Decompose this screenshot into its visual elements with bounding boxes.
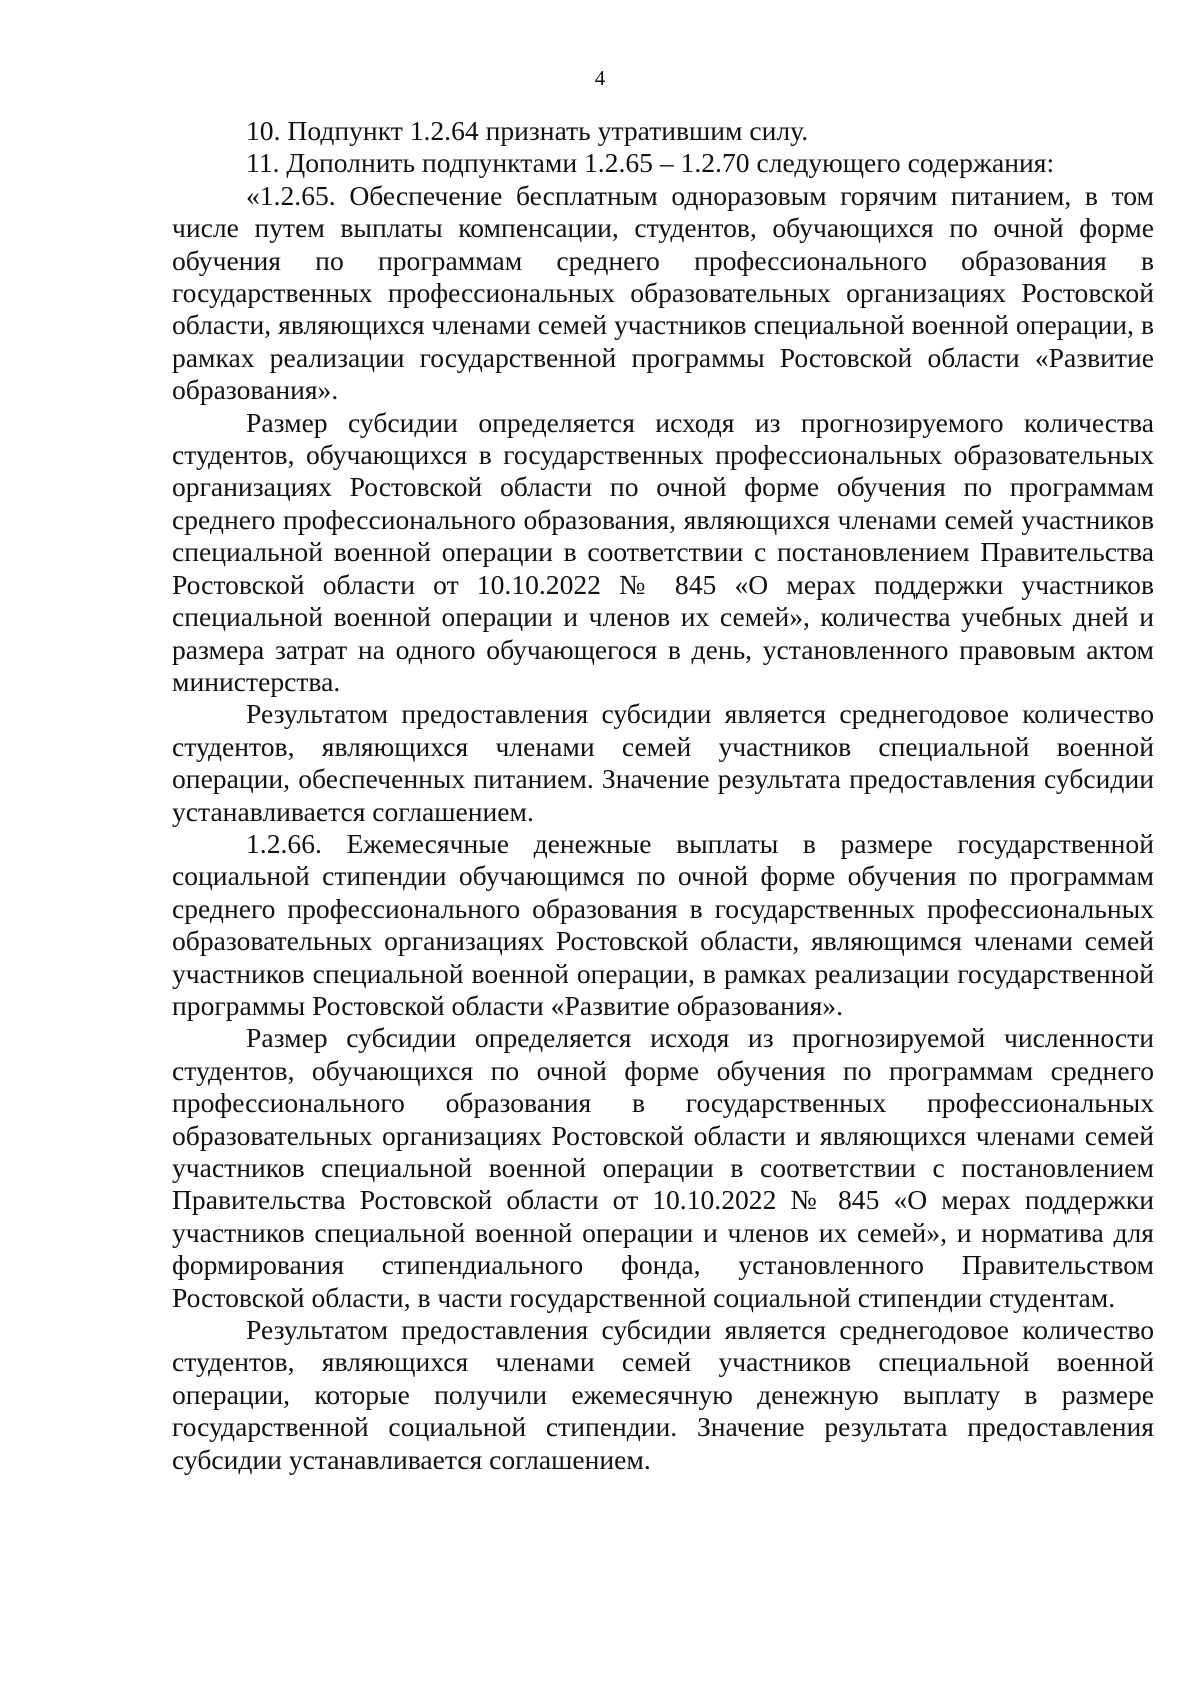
paragraph-subsidy-size-2: Размер субсидии определяется исходя из прогнозируемой численности студентов, обучающихся по очной форме обучения по программам среднего профессионального образования в государственных профессиональных образовательных организациях Ростовской области и являющихся членами семей участников специальной военной операции в соответствии с постановлением Правительства Ростовской области от 10.10.2022 № 845 «О мерах поддержки участников специальной военной операции и членов их семей», и норматива для формирования стипендиального фонда, установленного Правительством Ростовской области, в части государственной социальной стипендии студентам.	[172, 1022, 1154, 1313]
paragraph-subsidy-result-1: Результатом предоставления субсидии является среднегодовое количество студентов, являющихся членами семей участников специальной военной операции, обеспеченных питанием. Значение результата предоставления субсидии устанавливается соглашением.	[172, 698, 1154, 827]
page-number: 4	[594, 66, 606, 90]
paragraph-item-10: 10. Подпункт 1.2.64 признать утратившим силу.	[246, 115, 809, 146]
paragraph-item-11: 11. Дополнить подпунктами 1.2.65 – 1.2.70 следующего содержания:	[246, 147, 1055, 179]
paragraph-subitem-1-2-65: «1.2.65. Обеспечение бесплатным одноразовым горячим питанием, в том числе путем выплаты компенсации, студентов, обучающихся по очной форме обучения по программам среднего профессионального образования в государственных профессиональных образовательных организациях Ростовской области, являющихся членами семей участников специальной военной операции, в рамках реализации государственной программы Ростовской области «Развитие образования».	[172, 179, 1154, 406]
paragraph-subsidy-result-2: Результатом предоставления субсидии является среднегодовое количество студентов, являющихся членами семей участников специальной военной операции, которые получили ежемесячную денежную выплату в размере государственной социальной стипендии. Значение результата предоставления субсидии устанавливается соглашением.	[172, 1314, 1154, 1475]
paragraph-subitem-1-2-66: 1.2.66. Ежемесячные денежные выплаты в размере государственной социальной стипендии обучающимся по очной форме обучения по программам среднего профессионального образования в государственных профессиональных образовательных организациях Ростовской области, являющимся членами семей участников специальной военной операции, в рамках реализации государственной программы Ростовской области «Развитие образования».	[172, 827, 1154, 1021]
paragraph-subsidy-size-1: Размер субсидии определяется исходя из прогнозируемого количества студентов, обучающихся в государственных профессиональных образовательных организациях Ростовской области по очной форме обучения по программам среднего профессионального образования, являющихся членами семей участников специальной военной операции в соответствии с постановлением Правительства Ростовской области от 10.10.2022 № 845 «О мерах поддержки участников специальной военной операции и членов их семей», количества учебных дней и размера затрат на одного обучающегося в день, установленного правовым актом министерства.	[172, 406, 1154, 697]
document-body	[172, 115, 1154, 1476]
